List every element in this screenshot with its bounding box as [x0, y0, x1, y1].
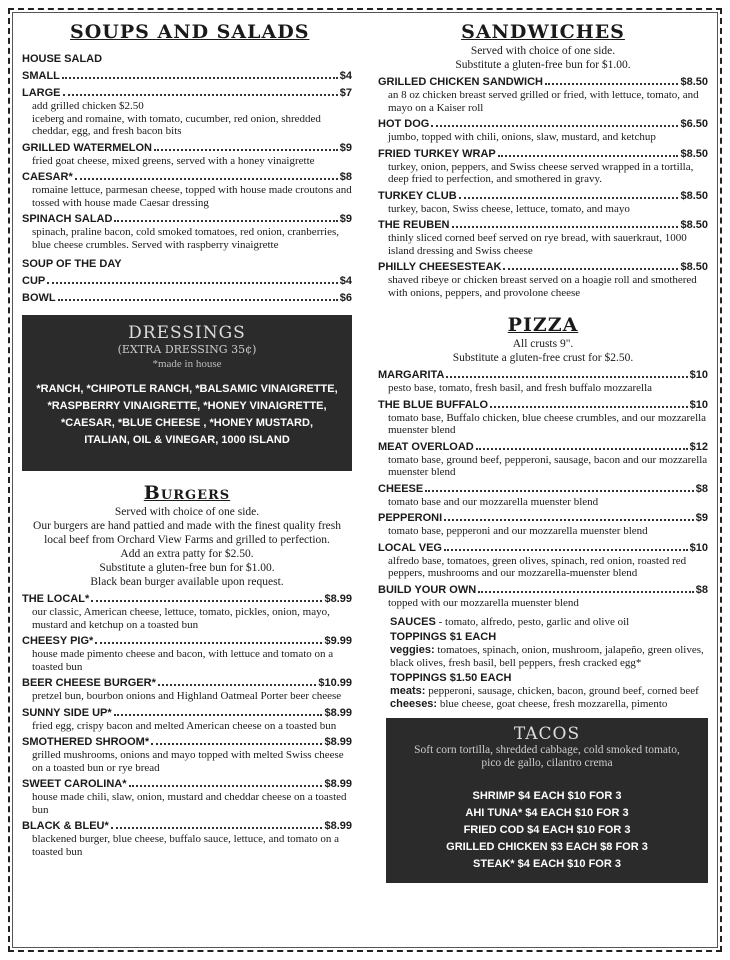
menu-item [22, 777, 352, 816]
item-description: blackened burger, blue cheese, buffalo sauce, lettuce, and tomato on a toasted bun [32, 833, 340, 858]
menu-item [378, 541, 708, 580]
taco-line: STEAK* $4 EACH $10 FOR 3 [473, 858, 621, 870]
sandwiches-title: SANDWICHES [461, 21, 625, 43]
menu-item [378, 260, 708, 299]
item-description: tomato base, pepperoni and our mozzarella muenster blend [388, 525, 648, 537]
menu-item-bowl [22, 291, 352, 305]
item-name: THE BLUE BUFFALO [378, 398, 488, 411]
item-name: SMALL [22, 70, 60, 82]
item-description: alfredo base, tomatoes, green olives, spinach, red onion, roasted red peppers, mushrooms and our mozzarella-muenster blend [388, 554, 687, 579]
menu-item [378, 398, 708, 437]
item-description: add grilled chicken $2.50 [32, 100, 144, 112]
item-name: CUP [22, 275, 46, 287]
item-description: pesto base, tomato, fresh basil, and fresh buffalo mozzarella [388, 382, 653, 394]
menu-item [378, 147, 708, 186]
item-name: GRILLED WATERMELON [22, 141, 152, 154]
veggies-text: tomatoes, spinach, onion, mushroom, jalapeño, green olives, black olives, fresh basil, bell peppers, fresh cracked egg* [390, 644, 704, 669]
item-price: $10 [689, 541, 708, 554]
item-description: an 8 oz chicken breast served grilled or fried, with lettuce, tomato, and mayo on a Kaiser roll [388, 89, 699, 114]
dressings-title: DRESSINGS [128, 323, 246, 343]
item-name: CAESAR* [22, 171, 73, 183]
tacos-title: TACOS [513, 724, 581, 744]
toppings2-heading: TOPPINGS $1.50 EACH [390, 672, 512, 684]
soup-of-day-heading: SOUP OF THE DAY [22, 258, 122, 270]
house-salad-heading: HOUSE SALAD [22, 53, 103, 65]
tacos-list [394, 788, 700, 873]
menu-item [22, 735, 352, 774]
item-description: grilled mushrooms, onions and mayo topped with melted Swiss cheese on a toasted bun or rye bread [32, 749, 344, 774]
item-price: $8 [695, 583, 708, 596]
item-name: GRILLED CHICKEN SANDWICH [378, 76, 543, 88]
item-description: fried goat cheese, mixed greens, served with a honey vinaigrette [32, 154, 315, 167]
item-description: shaved ribeye or chicken breast served on a hoagie roll and smothered with onions, peppers, and provolone cheese [388, 274, 697, 299]
dressings-line: *RANCH, *CHIPOTLE RANCH, *BALSAMIC VINAIGRETTE, [36, 383, 338, 395]
item-name: PEPPERONI [378, 512, 443, 524]
menu-item-watermelon [22, 141, 352, 168]
dressings-line: *CAESAR, *BLUE CHEESE , *HONEY MUSTARD, [60, 417, 314, 429]
item-name: LOCAL VEG [378, 541, 442, 554]
menu-item [378, 440, 708, 479]
toppings1-heading: TOPPINGS $1 EACH [390, 631, 497, 643]
taco-line: GRILLED CHICKEN $3 EACH $8 FOR 3 [446, 841, 648, 853]
menu-item-cup [22, 274, 352, 288]
taco-line: SHRIMP $4 EACH $10 FOR 3 [472, 790, 622, 802]
item-name: SWEET CAROLINA* [22, 778, 127, 790]
item-description: our classic, American cheese, lettuce, tomato, pickles, onion, mayo, mustard and ketchup on a toasted bun [32, 606, 330, 631]
menu-item [378, 482, 708, 509]
left-column [22, 20, 352, 858]
menu-item [22, 706, 352, 733]
item-price: $8.50 [680, 261, 708, 273]
menu-item [378, 117, 708, 144]
menu-item [378, 368, 708, 395]
item-description: turkey, bacon, Swiss cheese, lettuce, tomato, and mayo [388, 202, 630, 215]
dressings-line: ITALIAN, OIL & VINEGAR, 1000 ISLAND [84, 434, 290, 446]
item-price: $4 [339, 70, 352, 82]
menu-item [378, 218, 708, 257]
item-description: romaine lettuce, parmesan cheese, topped with house made croutons and tossed with house made Caesar dressing [32, 184, 352, 209]
item-price: $9 [695, 512, 708, 524]
item-name: FRIED TURKEY WRAP [378, 147, 496, 160]
item-price: $8.99 [324, 820, 352, 832]
item-name: SMOTHERED SHROOM* [22, 736, 150, 748]
menu-item-large [22, 86, 352, 138]
item-price: $8.50 [680, 76, 708, 88]
item-description: iceberg and romaine, with tomato, cucumber, red onion, shredded cheddar, egg, and fresh bacon bits [32, 112, 321, 137]
menu-item [22, 592, 352, 631]
dressings-line: *RASPBERRY VINAIGRETTE, *HONEY VINAIGRETTE, [47, 400, 327, 412]
pizza-sauces [390, 615, 708, 629]
sauces-label: SAUCES [390, 616, 436, 628]
item-price: $8.99 [324, 593, 352, 605]
sandwich-list [378, 75, 708, 299]
item-price: $6 [339, 292, 352, 304]
item-price: $12 [689, 440, 708, 453]
pizza-intro: All crusts 9". [512, 338, 574, 350]
item-description: tomato base, Buffalo chicken, blue cheese crumbles, and our mozzarella muenster blend [388, 411, 707, 436]
burgers-intro: Substitute a gluten-free bun for $1.00. [99, 562, 275, 574]
item-price: $8 [339, 171, 352, 183]
item-description: jumbo, topped with chili, onions, slaw, mustard, and ketchup [388, 131, 656, 143]
item-description: house made chili, slaw, onion, mustard and cheddar cheese on a toasted bun [32, 791, 347, 816]
item-price: $9 [339, 213, 352, 225]
tacos-intro: Soft corn tortilla, shredded cabbage, cold smoked tomato, pico de gallo, cilantro crema [414, 744, 680, 769]
cheeses-label: cheeses: [390, 697, 438, 710]
item-description: tomato base, ground beef, pepperoni, sausage, bacon and our mozzarella muenster blend [388, 453, 708, 478]
item-name: BLACK & BLEU* [22, 820, 109, 832]
item-description: turkey, onion, peppers, and Swiss cheese served wrapped in a tortilla, deep fried to perfection, and smothered in gravy. [388, 160, 694, 185]
pizza-intro: Substitute a gluten-free crust for $2.50. [452, 352, 634, 364]
cheeses-toppings [390, 698, 708, 711]
soups-salads-title: SOUPS AND SALADS [70, 21, 310, 43]
item-price: $8.99 [324, 706, 352, 719]
item-price: $7 [339, 87, 352, 99]
menu-item [22, 676, 352, 703]
item-name: HOT DOG [378, 118, 430, 130]
dressings-board [22, 315, 352, 471]
item-price: $8.50 [680, 147, 708, 160]
item-description: thinly sliced corned beef served on rye bread, with sauerkraut, 1000 island dressing and Swiss cheese [388, 232, 687, 257]
pizza-list [378, 368, 708, 609]
menu-item-small [22, 69, 352, 83]
meats-label: meats: [390, 685, 426, 697]
item-price: $10.99 [318, 677, 352, 689]
dressings-list [28, 381, 346, 449]
item-description: house made pimento cheese and bacon, with lettuce and tomato on a toasted bun [32, 648, 334, 673]
taco-line: AHI TUNA* $4 EACH $10 FOR 3 [465, 807, 629, 819]
item-name: BOWL [22, 292, 56, 304]
veggies-label: veggies: [390, 644, 435, 656]
menu-item [378, 75, 708, 114]
burgers-intro: Our burgers are hand pattied and made with the finest quality fresh local beef from Orchard View Farms and grilled to perfection. [33, 520, 341, 546]
menu-item [378, 189, 708, 216]
burgers-title: Burgers [143, 482, 231, 504]
menu-item [378, 583, 708, 610]
item-price: $4 [339, 275, 352, 287]
item-price: $6.50 [680, 118, 708, 130]
veggies-toppings [390, 644, 708, 669]
right-column [378, 20, 708, 883]
meats-text: pepperoni, sausage, chicken, bacon, ground beef, corned beef [425, 685, 699, 697]
menu-item [22, 819, 352, 858]
item-name: THE LOCAL* [22, 593, 90, 605]
dressings-subtitle: (EXTRA DRESSING 35¢) [117, 343, 257, 356]
cheeses-text: blue cheese, goat cheese, fresh mozzarella, pimento [437, 697, 668, 710]
item-name: MEAT OVERLOAD [378, 440, 474, 453]
item-price: $8.99 [324, 736, 352, 748]
sandwiches-intro: Substitute a gluten-free bun for $1.00. [455, 59, 631, 71]
item-name: BEER CHEESE BURGER* [22, 677, 156, 689]
meats-toppings [390, 685, 708, 698]
sandwiches-intro: Served with choice of one side. [470, 45, 616, 57]
tacos-board [386, 718, 708, 883]
item-name: CHEESE [378, 482, 424, 495]
item-name: PHILLY CHEESESTEAK [378, 261, 502, 273]
burgers-intro: Add an extra patty for $2.50. [120, 548, 254, 560]
menu-item [22, 634, 352, 673]
item-price: $8 [695, 482, 708, 495]
item-name: SUNNY SIDE UP* [22, 706, 112, 719]
dressings-note: *made in house [152, 358, 222, 370]
burger-list [22, 592, 352, 858]
item-name: CHEESY PIG* [22, 635, 94, 647]
item-name: SPINACH SALAD [22, 213, 113, 225]
pizza-title: PIZZA [507, 314, 579, 336]
item-price: $8.50 [680, 189, 708, 202]
item-description: fried egg, crispy bacon and melted American cheese on a toasted bun [32, 719, 337, 732]
item-price: $9 [339, 141, 352, 154]
menu-item-spinach [22, 212, 352, 251]
item-name: THE REUBEN [378, 219, 450, 231]
item-price: $8.50 [680, 219, 708, 231]
item-name: TURKEY CLUB [378, 189, 457, 202]
sauces-text: - tomato, alfredo, pesto, garlic and olive oil [435, 616, 630, 628]
item-price: $8.99 [324, 778, 352, 790]
menu-item-caesar [22, 170, 352, 209]
item-name: MARGARITA [378, 369, 445, 381]
item-description: tomato base and our mozzarella muenster blend [388, 495, 599, 508]
item-price: $9.99 [324, 635, 352, 647]
item-name: LARGE [22, 87, 61, 99]
item-name: BUILD YOUR OWN [378, 583, 477, 596]
burgers-intro: Black bean burger available upon request. [90, 576, 284, 588]
item-description: topped with our mozzarella muenster blend [388, 596, 579, 609]
burgers-intro: Served with choice of one side. [114, 506, 260, 518]
taco-line: FRIED COD $4 EACH $10 FOR 3 [463, 824, 631, 836]
menu-item [378, 511, 708, 538]
item-description: spinach, praline bacon, cold smoked tomatoes, red onion, cranberries, blue cheese crumbles. Served with raspberry vinaigrette [32, 226, 339, 251]
item-price: $10 [689, 369, 708, 381]
item-description: pretzel bun, bourbon onions and Highland Oatmeal Porter beer cheese [32, 690, 342, 702]
item-price: $10 [689, 398, 708, 411]
